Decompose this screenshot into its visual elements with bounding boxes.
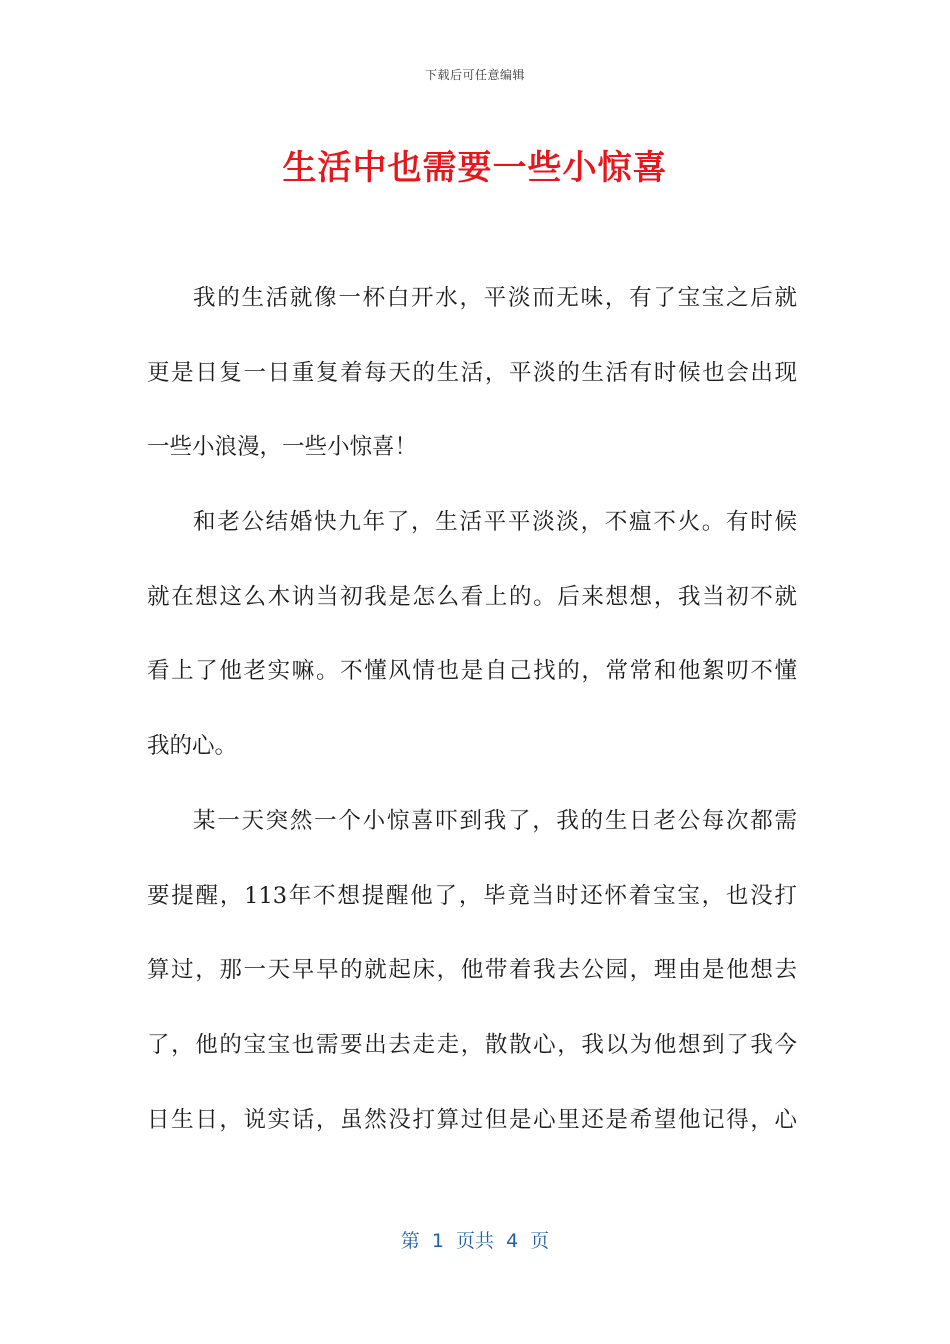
paragraph-line: 看上了他老实嘛。不懂风情也是自己找的，常常和他絮叨不懂 xyxy=(147,658,797,685)
paragraph-line: 更是日复一日重复着每天的生活，平淡的生活有时候也会出现 xyxy=(147,359,797,386)
paragraph-line: 日生日，说实话，虽然没打算过但是心里还是希望他记得，心 xyxy=(147,1106,797,1133)
paragraph-line: 某一天突然一个小惊喜吓到我了，我的生日老公每次都需 xyxy=(193,807,797,834)
paragraph-line: 算过，那一天早早的就起床，他带着我去公园，理由是他想去 xyxy=(147,957,797,984)
page-number-footer: 第 1 页共 4 页 xyxy=(400,1230,550,1252)
document-body xyxy=(147,268,797,1164)
paragraph-line: 就在想这么木讷当初我是怎么看上的。后来想想，我当初不就 xyxy=(147,583,797,610)
paragraph-line: 我的心。 xyxy=(147,733,238,760)
document-title: 生活中也需要一些小惊喜 xyxy=(282,148,668,188)
paragraph-line: 我的生活就像一杯白开水，平淡而无味，有了宝宝之后就 xyxy=(193,285,797,311)
paragraph-line: 一些小浪漫，一些小惊喜！ xyxy=(147,434,418,461)
header-note: 下载后可任意编辑 xyxy=(424,68,525,82)
paragraph-line: 和老公结婚快九年了，生活平平淡淡，不瘟不火。有时候 xyxy=(193,509,797,536)
paragraph-line: 要提醒，113年不想提醒他了，毕竟当时还怀着宝宝，也没打 xyxy=(147,882,797,909)
paragraph-line: 了，他的宝宝也需要出去走走，散散心，我以为他想到了我今 xyxy=(147,1031,797,1058)
